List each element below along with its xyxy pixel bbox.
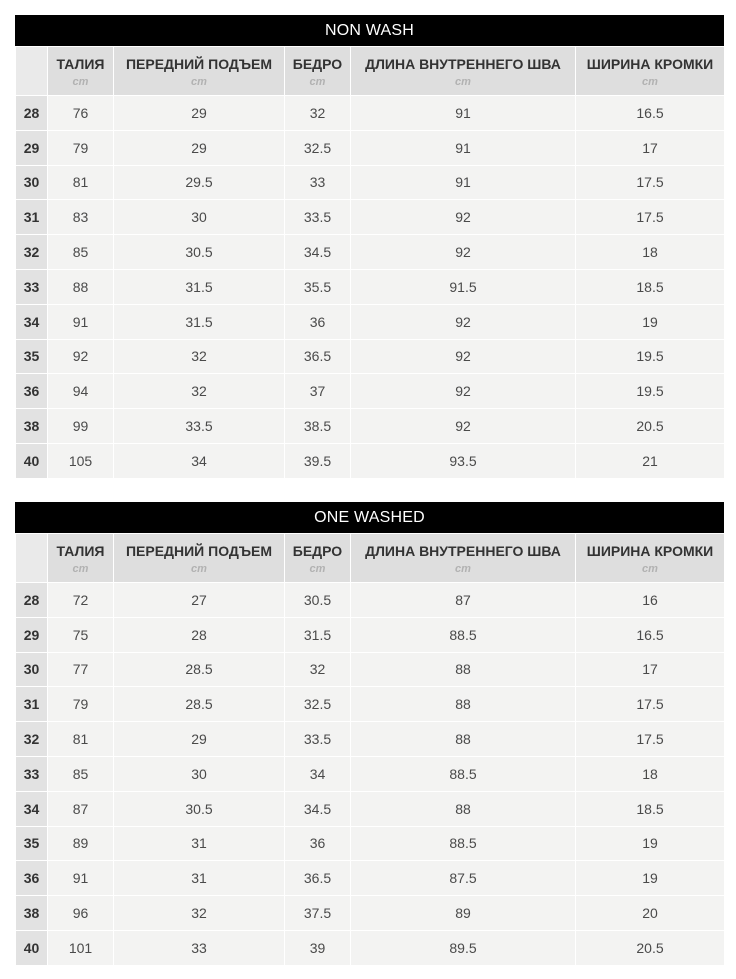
column-header-unit: cm bbox=[72, 562, 89, 575]
size-label: 40 bbox=[16, 930, 48, 965]
table-row bbox=[16, 339, 725, 374]
table-cell: 19 bbox=[576, 826, 725, 861]
size-table-non-wash bbox=[15, 15, 724, 479]
table-cell: 36 bbox=[285, 826, 351, 861]
table-row bbox=[16, 617, 725, 652]
size-table-one-washed bbox=[15, 502, 724, 966]
table-cell: 18 bbox=[576, 756, 725, 791]
table-cell: 81 bbox=[48, 165, 114, 200]
table-cell: 92 bbox=[351, 304, 576, 339]
table-row bbox=[16, 791, 725, 826]
table-row bbox=[16, 896, 725, 931]
column-header-unit: cm bbox=[191, 75, 207, 88]
size-label: 33 bbox=[16, 269, 48, 304]
table-cell: 30.5 bbox=[114, 235, 285, 270]
table-row bbox=[16, 374, 725, 409]
column-header-unit: cm bbox=[309, 75, 326, 88]
table-cell: 93.5 bbox=[351, 443, 576, 478]
table-cell: 30 bbox=[114, 200, 285, 235]
column-header bbox=[351, 534, 576, 583]
size-label: 29 bbox=[16, 130, 48, 165]
table-row bbox=[16, 409, 725, 444]
table-row bbox=[16, 687, 725, 722]
column-header-name: ДЛИНА ВНУТРЕННЕГО ШВА bbox=[365, 55, 561, 72]
table-cell: 83 bbox=[48, 200, 114, 235]
table-cell: 92 bbox=[351, 409, 576, 444]
table-cell: 88 bbox=[351, 722, 576, 757]
table-cell: 91 bbox=[351, 130, 576, 165]
table-cell: 75 bbox=[48, 617, 114, 652]
table-cell: 79 bbox=[48, 130, 114, 165]
table-cell: 32.5 bbox=[285, 687, 351, 722]
size-label: 29 bbox=[16, 617, 48, 652]
header-corner bbox=[16, 534, 48, 583]
table-cell: 20 bbox=[576, 896, 725, 931]
size-label: 36 bbox=[16, 861, 48, 896]
table-row bbox=[16, 826, 725, 861]
table-cell: 105 bbox=[48, 443, 114, 478]
table-cell: 88.5 bbox=[351, 826, 576, 861]
table-row bbox=[16, 443, 725, 478]
table-cell: 33 bbox=[285, 165, 351, 200]
table-cell: 16.5 bbox=[576, 96, 725, 131]
table-cell: 29 bbox=[114, 722, 285, 757]
table-cell: 81 bbox=[48, 722, 114, 757]
table-cell: 32 bbox=[114, 374, 285, 409]
table-cell: 34.5 bbox=[285, 791, 351, 826]
column-header-name: ТАЛИЯ bbox=[56, 542, 105, 559]
table-cell: 33 bbox=[114, 930, 285, 965]
table-row bbox=[16, 652, 725, 687]
column-header bbox=[48, 47, 114, 96]
table-cell: 88 bbox=[351, 791, 576, 826]
table-cell: 20.5 bbox=[576, 409, 725, 444]
table-cell: 28.5 bbox=[114, 687, 285, 722]
table-cell: 32 bbox=[114, 339, 285, 374]
size-label: 35 bbox=[16, 339, 48, 374]
table-cell: 19.5 bbox=[576, 339, 725, 374]
table-cell: 20.5 bbox=[576, 930, 725, 965]
table-title: ONE WASHED bbox=[15, 502, 724, 533]
table-cell: 30 bbox=[114, 756, 285, 791]
table-cell: 91.5 bbox=[351, 269, 576, 304]
size-label: 33 bbox=[16, 756, 48, 791]
table-row bbox=[16, 583, 725, 618]
table-row bbox=[16, 165, 725, 200]
table-row bbox=[16, 200, 725, 235]
table-cell: 85 bbox=[48, 756, 114, 791]
column-header-name: БЕДРО bbox=[292, 55, 343, 72]
table-row bbox=[16, 861, 725, 896]
table-cell: 34 bbox=[114, 443, 285, 478]
size-grid bbox=[15, 46, 725, 479]
table-cell: 33.5 bbox=[285, 722, 351, 757]
table-cell: 92 bbox=[351, 200, 576, 235]
table-cell: 39 bbox=[285, 930, 351, 965]
table-cell: 37 bbox=[285, 374, 351, 409]
table-cell: 38.5 bbox=[285, 409, 351, 444]
table-cell: 17.5 bbox=[576, 165, 725, 200]
size-label: 36 bbox=[16, 374, 48, 409]
table-cell: 18.5 bbox=[576, 791, 725, 826]
table-cell: 17.5 bbox=[576, 200, 725, 235]
column-header-unit: cm bbox=[455, 562, 471, 575]
table-cell: 101 bbox=[48, 930, 114, 965]
table-cell: 36.5 bbox=[285, 339, 351, 374]
table-cell: 31 bbox=[114, 826, 285, 861]
column-header bbox=[48, 534, 114, 583]
table-cell: 16.5 bbox=[576, 617, 725, 652]
table-row bbox=[16, 304, 725, 339]
table-cell: 32 bbox=[285, 96, 351, 131]
table-row bbox=[16, 235, 725, 270]
column-header bbox=[285, 47, 351, 96]
table-cell: 17 bbox=[576, 652, 725, 687]
table-cell: 88 bbox=[351, 687, 576, 722]
column-header-unit: cm bbox=[72, 75, 89, 88]
size-label: 34 bbox=[16, 304, 48, 339]
table-cell: 28.5 bbox=[114, 652, 285, 687]
size-label: 38 bbox=[16, 409, 48, 444]
column-header bbox=[114, 47, 285, 96]
table-cell: 29 bbox=[114, 96, 285, 131]
size-label: 30 bbox=[16, 165, 48, 200]
table-cell: 72 bbox=[48, 583, 114, 618]
table-cell: 88.5 bbox=[351, 756, 576, 791]
size-label: 38 bbox=[16, 896, 48, 931]
table-cell: 37.5 bbox=[285, 896, 351, 931]
table-cell: 91 bbox=[48, 861, 114, 896]
table-cell: 36 bbox=[285, 304, 351, 339]
column-header-name: ПЕРЕДНИЙ ПОДЪЕМ bbox=[125, 55, 273, 72]
table-cell: 34 bbox=[285, 756, 351, 791]
table-cell: 19.5 bbox=[576, 374, 725, 409]
column-header-name: ТАЛИЯ bbox=[56, 55, 105, 72]
table-cell: 92 bbox=[351, 374, 576, 409]
size-label: 31 bbox=[16, 200, 48, 235]
table-cell: 76 bbox=[48, 96, 114, 131]
table-cell: 30.5 bbox=[114, 791, 285, 826]
table-cell: 94 bbox=[48, 374, 114, 409]
table-cell: 18.5 bbox=[576, 269, 725, 304]
column-header-unit: cm bbox=[191, 562, 207, 575]
table-cell: 19 bbox=[576, 861, 725, 896]
table-cell: 35.5 bbox=[285, 269, 351, 304]
table-cell: 91 bbox=[351, 165, 576, 200]
header-row bbox=[16, 47, 725, 96]
table-cell: 17.5 bbox=[576, 687, 725, 722]
table-cell: 87 bbox=[351, 583, 576, 618]
table-cell: 77 bbox=[48, 652, 114, 687]
table-cell: 92 bbox=[351, 235, 576, 270]
table-cell: 16 bbox=[576, 583, 725, 618]
column-header-name: ШИРИНА КРОМКИ bbox=[586, 55, 714, 72]
table-cell: 89 bbox=[48, 826, 114, 861]
table-cell: 92 bbox=[48, 339, 114, 374]
table-row bbox=[16, 130, 725, 165]
size-grid bbox=[15, 533, 725, 966]
table-cell: 31 bbox=[114, 861, 285, 896]
table-cell: 87 bbox=[48, 791, 114, 826]
table-cell: 29 bbox=[114, 130, 285, 165]
size-label: 40 bbox=[16, 443, 48, 478]
size-label: 31 bbox=[16, 687, 48, 722]
size-label: 32 bbox=[16, 235, 48, 270]
table-cell: 89.5 bbox=[351, 930, 576, 965]
column-header-name: ДЛИНА ВНУТРЕННЕГО ШВА bbox=[365, 542, 561, 559]
table-cell: 89 bbox=[351, 896, 576, 931]
table-cell: 32 bbox=[285, 652, 351, 687]
table-cell: 31.5 bbox=[285, 617, 351, 652]
column-header-name: ПЕРЕДНИЙ ПОДЪЕМ bbox=[125, 542, 273, 559]
table-cell: 27 bbox=[114, 583, 285, 618]
header-row bbox=[16, 534, 725, 583]
table-row bbox=[16, 930, 725, 965]
table-cell: 19 bbox=[576, 304, 725, 339]
table-cell: 31.5 bbox=[114, 304, 285, 339]
table-cell: 91 bbox=[351, 96, 576, 131]
size-label: 28 bbox=[16, 96, 48, 131]
table-cell: 34.5 bbox=[285, 235, 351, 270]
table-cell: 18 bbox=[576, 235, 725, 270]
table-cell: 88 bbox=[48, 269, 114, 304]
table-cell: 36.5 bbox=[285, 861, 351, 896]
column-header bbox=[576, 47, 725, 96]
table-cell: 21 bbox=[576, 443, 725, 478]
column-header bbox=[285, 534, 351, 583]
table-cell: 96 bbox=[48, 896, 114, 931]
table-cell: 17.5 bbox=[576, 722, 725, 757]
table-cell: 33.5 bbox=[285, 200, 351, 235]
size-label: 34 bbox=[16, 791, 48, 826]
size-label: 30 bbox=[16, 652, 48, 687]
table-cell: 32 bbox=[114, 896, 285, 931]
table-cell: 79 bbox=[48, 687, 114, 722]
table-cell: 85 bbox=[48, 235, 114, 270]
size-label: 28 bbox=[16, 583, 48, 618]
table-cell: 28 bbox=[114, 617, 285, 652]
table-cell: 99 bbox=[48, 409, 114, 444]
column-header bbox=[351, 47, 576, 96]
table-cell: 88.5 bbox=[351, 617, 576, 652]
table-cell: 92 bbox=[351, 339, 576, 374]
column-header bbox=[576, 534, 725, 583]
table-cell: 33.5 bbox=[114, 409, 285, 444]
table-cell: 39.5 bbox=[285, 443, 351, 478]
table-cell: 32.5 bbox=[285, 130, 351, 165]
column-header-unit: cm bbox=[642, 562, 658, 575]
table-row bbox=[16, 722, 725, 757]
table-cell: 88 bbox=[351, 652, 576, 687]
table-cell: 17 bbox=[576, 130, 725, 165]
table-cell: 29.5 bbox=[114, 165, 285, 200]
table-title: NON WASH bbox=[15, 15, 724, 46]
header-corner bbox=[16, 47, 48, 96]
table-row bbox=[16, 269, 725, 304]
table-cell: 30.5 bbox=[285, 583, 351, 618]
column-header-unit: cm bbox=[309, 562, 326, 575]
table-cell: 31.5 bbox=[114, 269, 285, 304]
size-label: 32 bbox=[16, 722, 48, 757]
column-header-unit: cm bbox=[455, 75, 471, 88]
table-row bbox=[16, 756, 725, 791]
column-header-unit: cm bbox=[642, 75, 658, 88]
column-header bbox=[114, 534, 285, 583]
size-label: 35 bbox=[16, 826, 48, 861]
table-cell: 91 bbox=[48, 304, 114, 339]
column-header-name: ШИРИНА КРОМКИ bbox=[586, 542, 714, 559]
table-row bbox=[16, 96, 725, 131]
column-header-name: БЕДРО bbox=[292, 542, 343, 559]
table-cell: 87.5 bbox=[351, 861, 576, 896]
